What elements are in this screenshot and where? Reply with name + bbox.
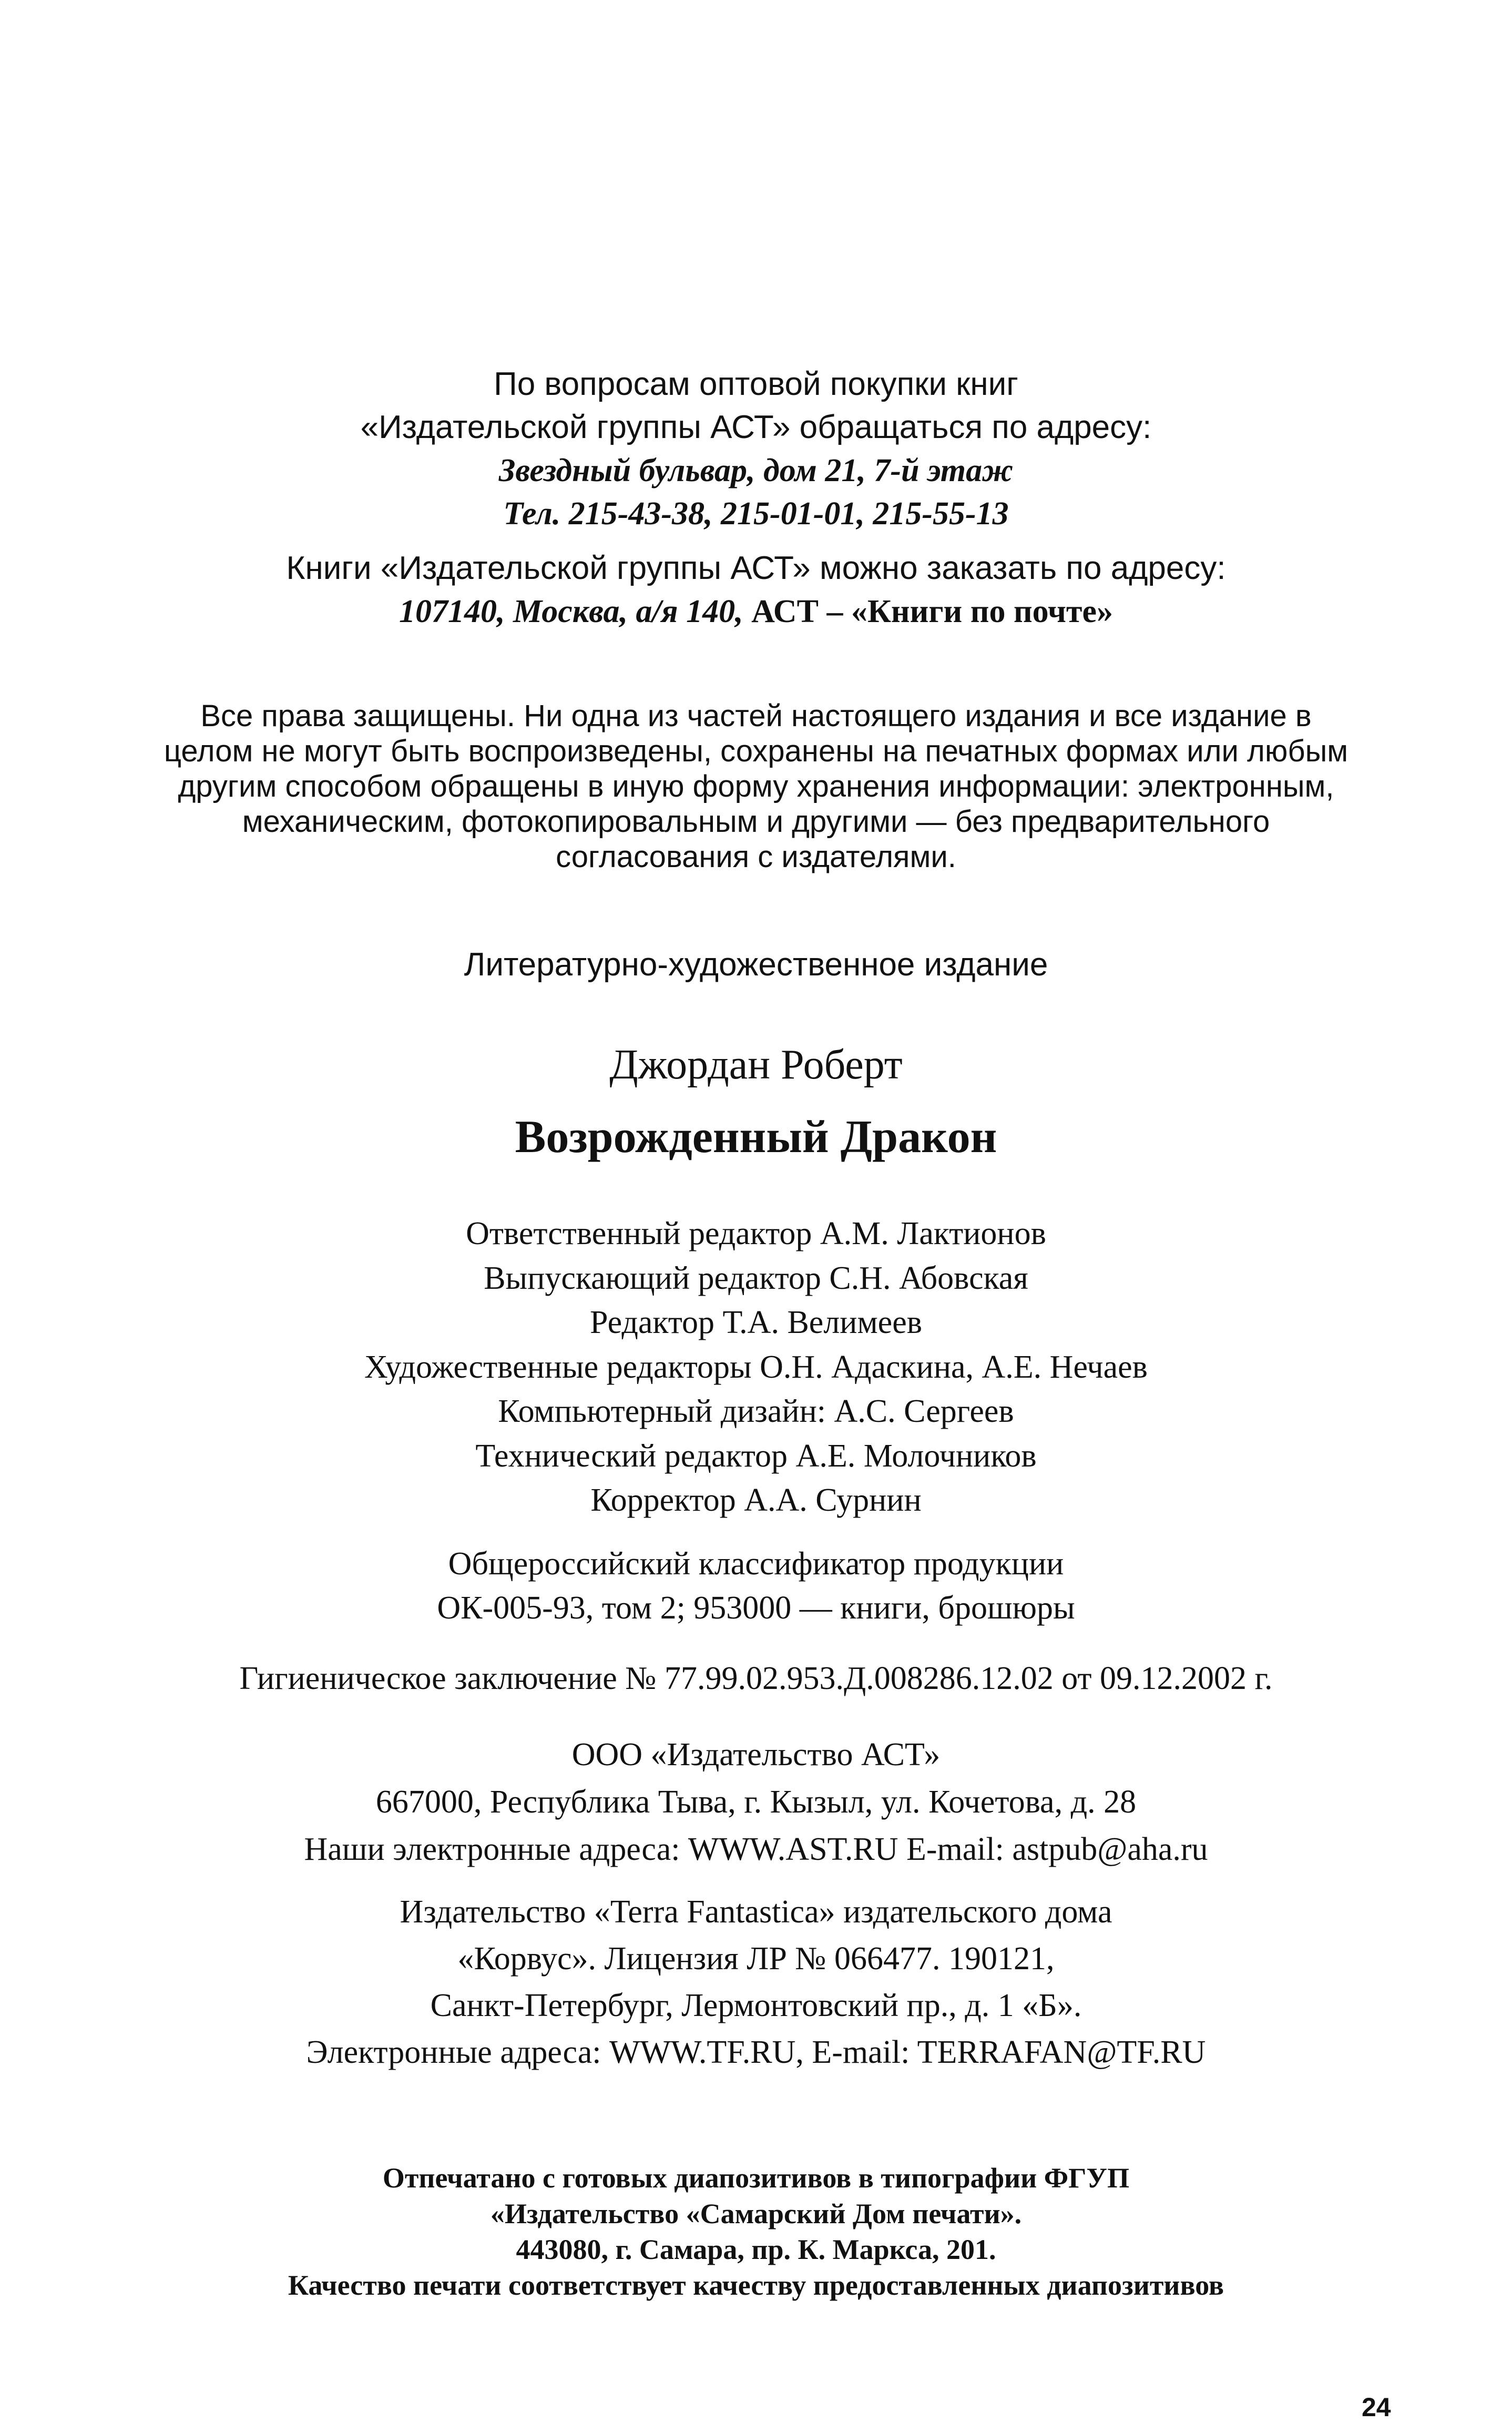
printing-line-3: 443080, г. Самара, пр. К. Маркса, 201. [516,2234,996,2265]
classifier-line-2: ОК-005-93, том 2; 953000 — книги, брошюры [437,1590,1075,1626]
wholesale-info [158,363,1354,535]
author [158,1039,1354,1091]
order-address-bold: АСТ – «Книги по почте» [743,594,1113,629]
wholesale-line-1: По вопросам оптовой покупки книг [494,366,1018,402]
hygiene-text: Гигиеническое заключение № 77.99.02.953.Д.008286.12.02 от 09.12.2002 г. [239,1661,1273,1696]
terra-line-2: «Корвус». Лицензия ЛР № 066477. 190121, [457,1941,1055,1977]
order-address [158,590,1354,633]
ast-line-1: ООО «Издательство АСТ» [571,1737,941,1773]
wholesale-line-2: «Издательской группы АСТ» обращаться по адресу: [360,409,1152,445]
editors-list [158,1212,1354,1523]
publisher-ast [158,1731,1354,1873]
terra-line-4: Электронные адреса: WWW.TF.RU, E-mail: TERRAFAN@TF.RU [306,2034,1206,2070]
rights-line-5: согласования с издателями. [556,840,956,874]
ast-line-2: 667000, Республика Тыва, г. Кызыл, ул. Кочетова, д. 28 [375,1784,1137,1820]
terra-line-1: Издательство «Terra Fantastica» издательского дома [400,1894,1112,1930]
wholesale-address: Звездный бульвар, дом 21, 7-й этаж [498,453,1014,488]
rights-line-4: механическим, фотокопировальным и другими — без предварительного [242,805,1270,839]
rights-line-3: другим способом обращены в иную форму хранения информации: электронным, [178,769,1334,803]
rights-line-1: Все права защищены. Ни одна из частей настоящего издания и все издание в [200,699,1312,733]
publisher-terra-fantastica [158,1889,1354,2076]
page-number: 24 [1362,2393,1391,2422]
editor-line: Выпускающий редактор С.Н. Абовская [484,1260,1028,1296]
printing-info [158,2160,1354,2303]
classifier-info [158,1542,1354,1630]
rights-line-2: целом не могут быть воспроизведены, сохранены на печатных формах или любым [164,734,1348,768]
editor-line: Ответственный редактор А.М. Лактионов [466,1216,1046,1251]
order-info [158,547,1354,633]
genre-text: Литературно-художественное издание [464,946,1048,983]
genre-label [158,944,1354,986]
printing-line-4: Качество печати соответствует качеству предоставленных диапозитивов [288,2269,1224,2301]
book-title [158,1108,1354,1166]
terra-line-3: Санкт-Петербург, Лермонтовский пр., д. 1 «Б». [430,1988,1082,2023]
classifier-line-1: Общероссийский классификатор продукции [448,1546,1064,1582]
ast-line-3: Наши электронные адреса: WWW.AST.RU E-mail: astpub@aha.ru [304,1831,1208,1867]
author-name: Джордан Роберт [609,1042,903,1088]
printing-line-1: Отпечатано с готовых диапозитивов в типографии ФГУП [382,2162,1130,2194]
editor-line: Корректор А.А. Сурнин [590,1482,922,1518]
printing-line-2: «Издательство «Самарский Дом печати». [490,2198,1022,2229]
editor-line: Технический редактор А.Е. Молочников [475,1438,1037,1474]
wholesale-phone: Тел. 215-43-38, 215-01-01, 215-55-13 [503,496,1009,532]
editor-line: Редактор Т.А. Велимеев [590,1305,922,1340]
editor-line: Художественные редакторы О.Н. Адаскина, А.Е. Нечаев [364,1349,1148,1385]
order-address-italic: 107140, Москва, а/я 140, [399,594,743,629]
hygiene-certificate [158,1656,1354,1701]
editor-line: Компьютерный дизайн: А.С. Сергеев [498,1393,1014,1429]
book-title-text: Возрожденный Дракон [515,1112,997,1163]
order-line-1: Книги «Издательской группы АСТ» можно заказать по адресу: [286,550,1226,586]
rights-notice [158,698,1354,874]
